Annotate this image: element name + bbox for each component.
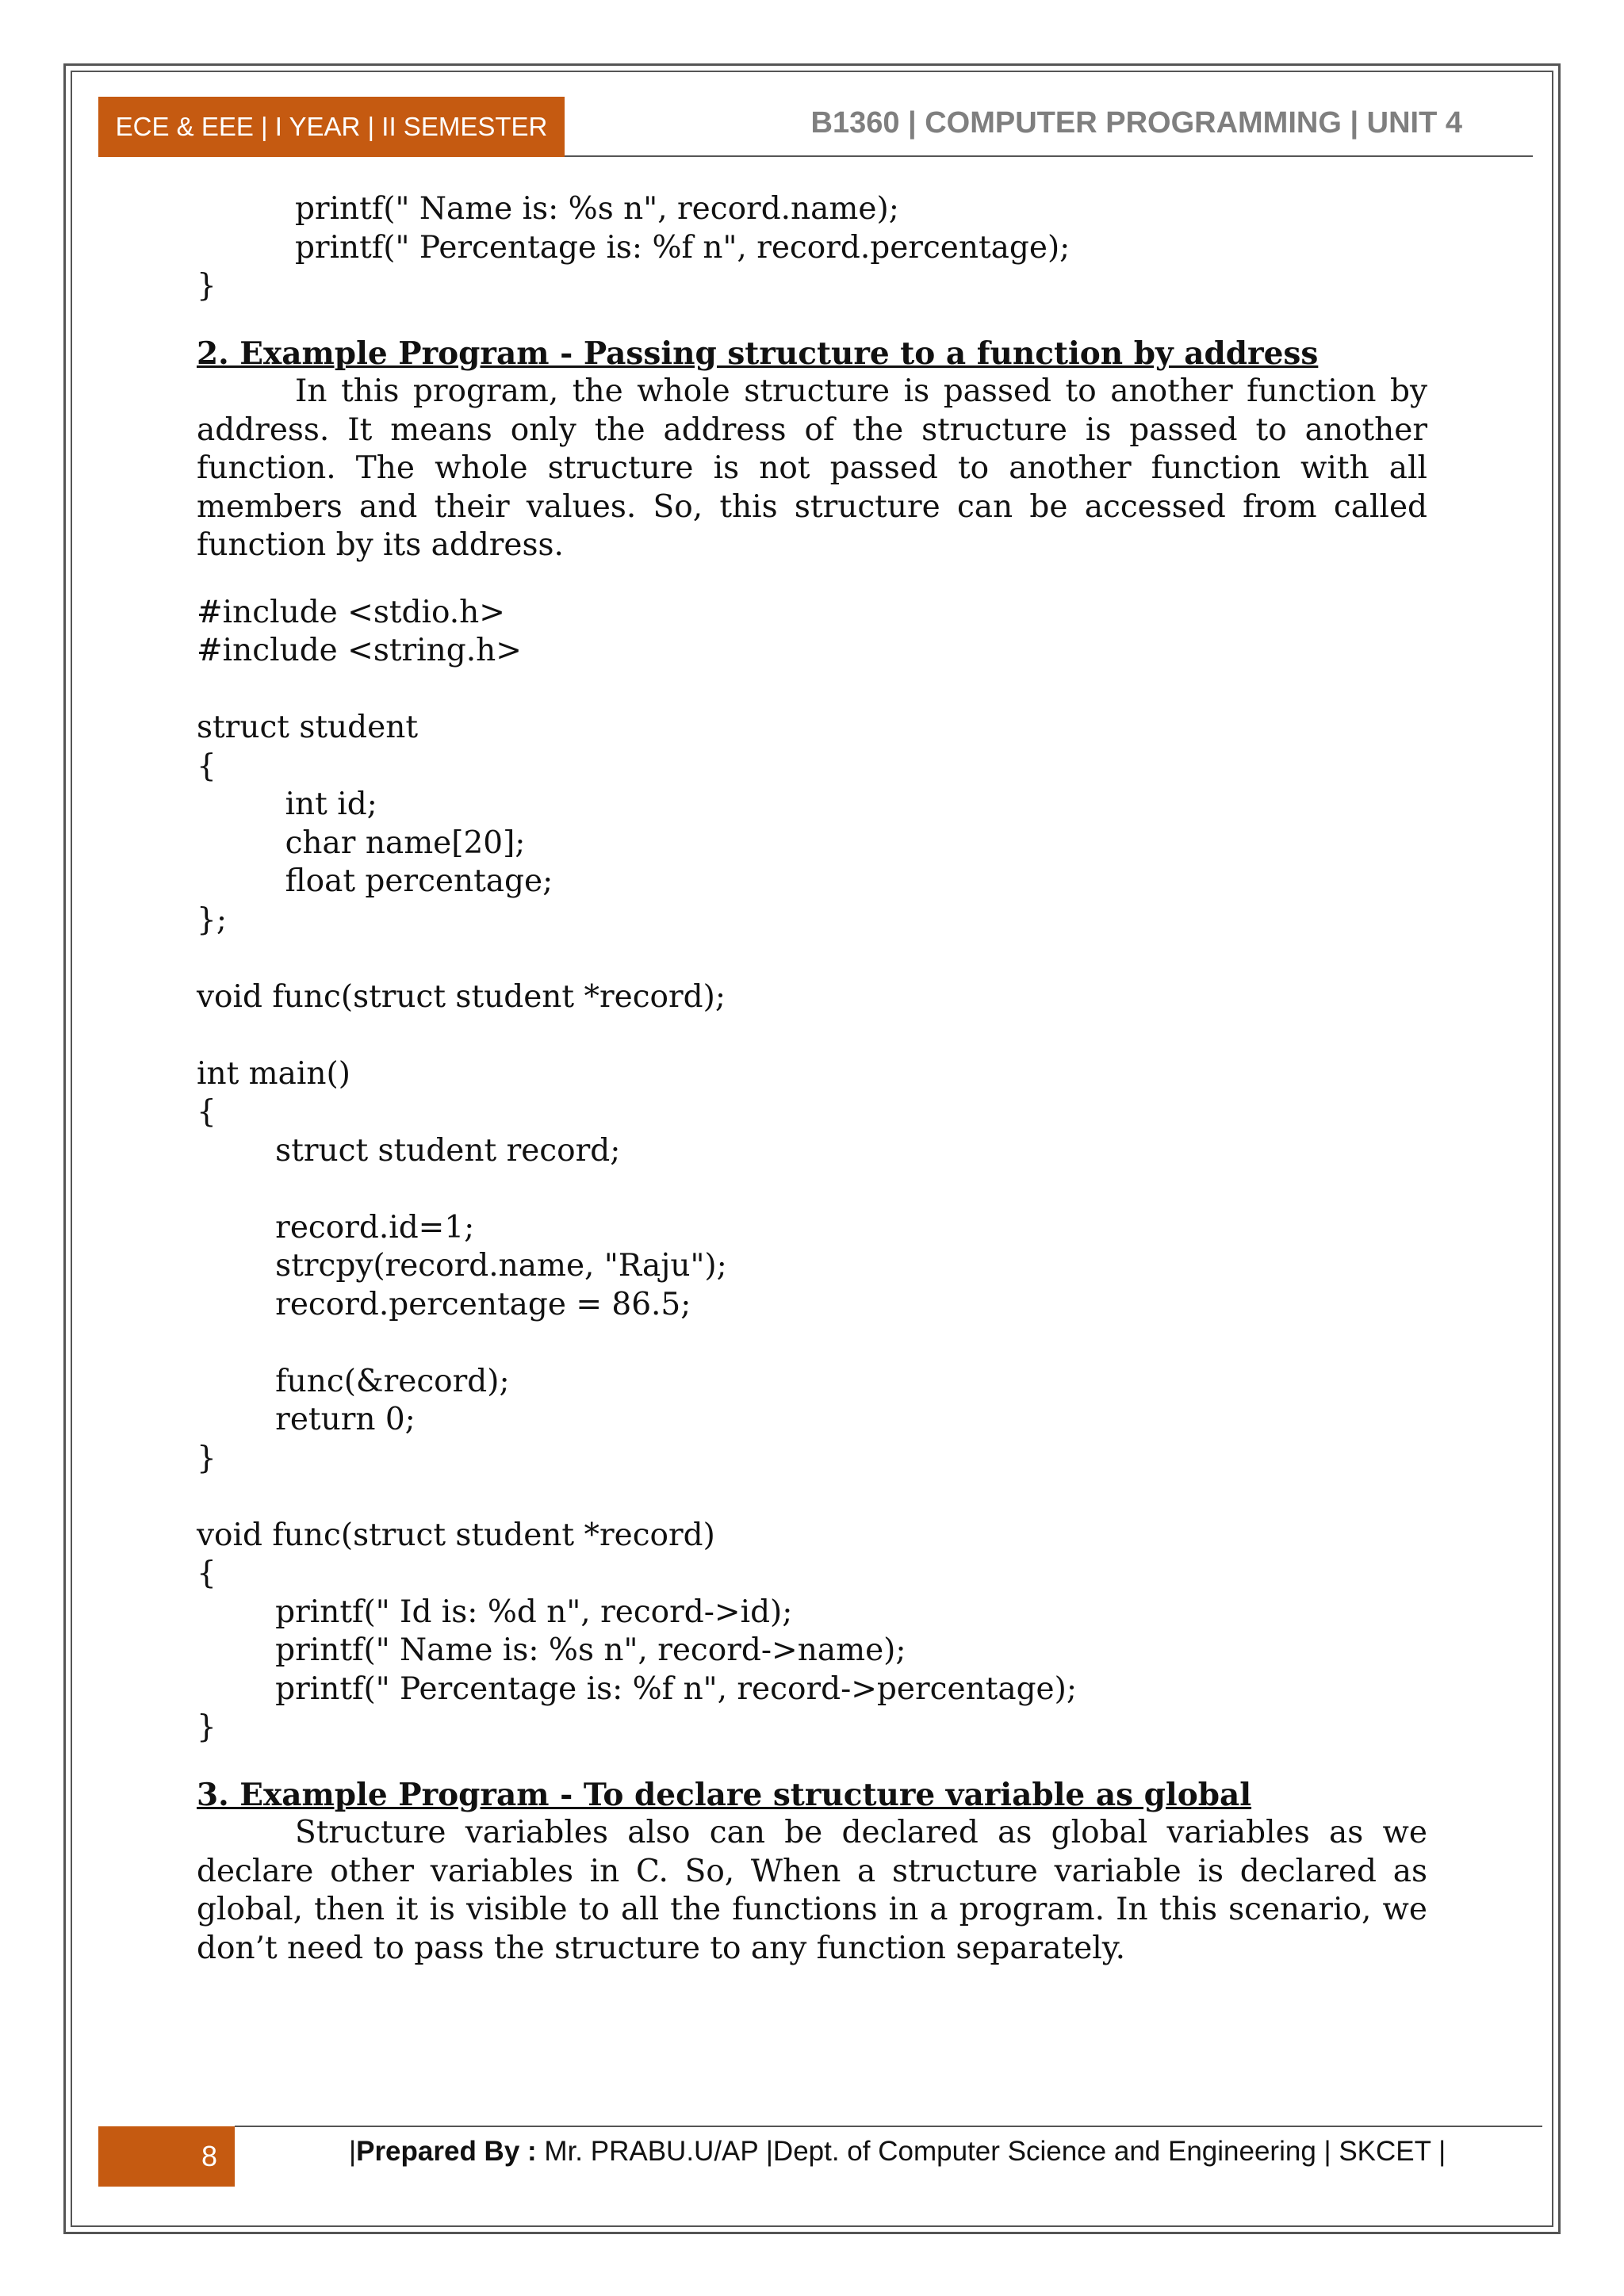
footer-prepared-details: Mr. PRABU.U/AP |Dept. of Computer Science and Engineering | SKCET | — [536, 2136, 1446, 2167]
code-line: } — [197, 1440, 216, 1476]
code-line: int id; — [197, 786, 377, 822]
code-line: func(&record); — [197, 1363, 510, 1399]
code-line: char name[20]; — [197, 825, 526, 861]
section-2-paragraph: In this program, the whole structure is passed to another function by address. It means only the address of the structure is passed to another function. The whole structure is not passed to another function with all members and their values. So, this structure can be accessed from called function by its address. — [197, 373, 1427, 563]
code-line — [197, 1478, 1427, 1517]
section-3-heading: 3. Example Program - To declare structure variable as global — [197, 1776, 1252, 1813]
header-course-badge: ECE & EEE | I YEAR | II SEMESTER — [98, 97, 565, 157]
code-line: void func(struct student *record); — [197, 978, 726, 1015]
code-line: }; — [197, 901, 227, 938]
footer-prepared-label: Prepared By : — [356, 2136, 537, 2167]
code-line: printf(" Percentage is: %f n", record.percentage); — [197, 229, 1071, 266]
footer-credits: |Prepared By : Mr. PRABU.U/AP |Dept. of Computer Science and Engineering | SKCET | — [349, 2136, 1446, 2167]
code-line — [197, 939, 1427, 978]
code-line: } — [197, 268, 216, 304]
code-line: return 0; — [197, 1402, 416, 1437]
section-2-heading: 2. Example Program - Passing structure to a function by address — [197, 335, 1319, 372]
code-line: int main() — [197, 1055, 350, 1092]
footer-rule — [235, 2126, 1542, 2127]
header-course-title: B1360 | COMPUTER PROGRAMMING | UNIT 4 — [810, 106, 1462, 140]
code-line — [197, 1170, 1427, 1209]
code-line: record.id=1; — [197, 1209, 475, 1246]
code-line: } — [197, 1709, 216, 1745]
code-block-top — [197, 190, 1427, 306]
code-line: { — [197, 1556, 216, 1591]
page-content — [197, 190, 1427, 1982]
code-line: printf(" Id is: %d n", record->id); — [197, 1594, 793, 1630]
code-line: void func(struct student *record) — [197, 1517, 715, 1553]
page-number: 8 — [98, 2126, 235, 2187]
code-line — [197, 1324, 1427, 1363]
code-line: float percentage; — [197, 863, 553, 899]
code-line: record.percentage = 86.5; — [197, 1286, 691, 1322]
code-line: struct student — [197, 710, 418, 745]
code-line — [197, 1016, 1427, 1055]
code-block-main — [197, 594, 1427, 1747]
code-line: strcpy(record.name, "Raju"); — [197, 1248, 727, 1284]
code-line: printf(" Name is: %s n", record->name); — [197, 1632, 906, 1668]
section-3-paragraph: Structure variables also can be declared as global variables as we declare other variables in C. So, When a structure variable is declared as global, then it is visible to all the functions in a program. In this scenario, we don’t need to pass the structure to any function separately. — [197, 1815, 1427, 1966]
code-line: printf(" Name is: %s n", record.name); — [197, 191, 899, 227]
code-line: { — [197, 748, 216, 784]
header-rule — [565, 155, 1533, 157]
code-line: struct student record; — [197, 1132, 621, 1169]
code-line: { — [197, 1094, 216, 1130]
code-line: #include <stdio.h> — [197, 594, 505, 630]
code-line — [197, 671, 1427, 710]
code-line: printf(" Percentage is: %f n", record->percentage); — [197, 1670, 1077, 1707]
code-line: #include <string.h> — [197, 633, 522, 668]
